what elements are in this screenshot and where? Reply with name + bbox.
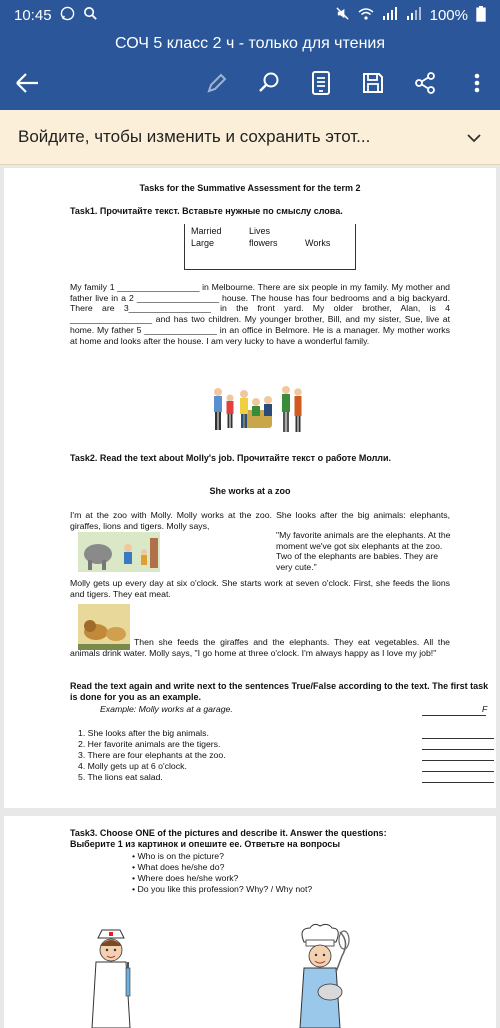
family-illustration bbox=[208, 380, 306, 445]
tf-item-3: 3. There are four elephants at the zoo. bbox=[78, 750, 226, 760]
task2-title: Task2. Read the text about Molly's job. Прочитайте текст о работе Молли. bbox=[70, 453, 392, 463]
task2-quote: "My favorite animals are the elephants. At the moment we've got six elephants at the zoo. Two of the elephants are babies. They are very cute." bbox=[276, 530, 451, 573]
chevron-down-icon[interactable] bbox=[466, 127, 482, 148]
document-title: СОЧ 5 класс 2 ч - только для чтения bbox=[0, 30, 500, 58]
reading-view-button[interactable] bbox=[308, 68, 334, 98]
clock: 10:45 bbox=[14, 6, 52, 24]
question-3: • Where does he/she work? bbox=[132, 873, 312, 884]
task2-paragraph-3-text: Then she feeds the giraffes and the elephants. They eat vegetables. All the animals drink water. Molly says, "I go home at three o'clock. I'm always happy as I love my job!" bbox=[70, 637, 450, 658]
battery-icon bbox=[476, 6, 486, 25]
answer-line-5[interactable] bbox=[422, 782, 494, 783]
search-button[interactable] bbox=[256, 68, 282, 98]
nurse-picture bbox=[84, 928, 140, 1028]
example-answer-line bbox=[422, 715, 486, 716]
signal-icon bbox=[382, 7, 398, 23]
more-icon bbox=[472, 71, 482, 95]
doc-heading: Tasks for the Summative Assessment for the term 2 bbox=[139, 183, 361, 193]
save-button[interactable] bbox=[360, 68, 386, 98]
signal-icon-2 bbox=[406, 7, 422, 23]
whatsapp-icon bbox=[60, 6, 75, 24]
question-2: • What does he/she do? bbox=[132, 862, 312, 873]
task1-text: My family 1 _________________ in Melbourne. There are six people in my family. My mother and father live in a 2 _________________ house. The house has four bedrooms and a big backyard. There are 3_________________ in the front yard. My older brother, Alan, is 4 _________________ and has two children. My younger brother, Bill, and my sister, Sue, live at home. My father 5 _______________ in an office in Belmore. He is a manager. My mother works at home and looks after the house. I am very lucky to have a wonderful family. bbox=[70, 282, 450, 346]
tf-example: Example: Molly works at a garage. bbox=[100, 704, 233, 714]
battery-level: 100% bbox=[429, 6, 468, 24]
task2-paragraph-2: Molly gets up every day at six o'clock. She starts work at seven o'clock. First, she feeds the lions and tigers. They eat meat. bbox=[70, 578, 450, 599]
signin-banner-text: Войдите, чтобы изменить и сохранить этот... bbox=[18, 127, 371, 146]
task2-paragraph-1: I'm at the zoo with Molly. Molly works at the zoo. She looks after the big animals: elephants, giraffes, lions and tigers. Molly says, bbox=[70, 510, 450, 531]
more-button[interactable] bbox=[464, 68, 490, 98]
answer-line-3[interactable] bbox=[422, 760, 494, 761]
task1-title: Task1. Прочитайте текст. Вставьте нужные по смыслу слова. bbox=[70, 206, 343, 216]
question-4: • Do you like this profession? Why? / Why not? bbox=[132, 884, 312, 895]
toolbar bbox=[0, 58, 500, 110]
task2-subtitle: She works at a zoo bbox=[209, 486, 291, 496]
word-married: Married bbox=[191, 226, 222, 236]
reading-view-icon bbox=[310, 70, 332, 96]
back-arrow-icon bbox=[14, 68, 40, 98]
search-icon bbox=[257, 71, 281, 95]
status-bar bbox=[0, 0, 500, 30]
word-lives: Lives bbox=[249, 226, 271, 236]
example-answer: F bbox=[482, 704, 488, 714]
save-icon bbox=[361, 71, 385, 95]
chef-picture bbox=[290, 922, 352, 1028]
task3-title: Task3. Choose ONE of the pictures and describe it. Answer the questions: bbox=[70, 828, 387, 838]
tf-item-2: 2. Her favorite animals are the tigers. bbox=[78, 739, 221, 749]
answer-line-1[interactable] bbox=[422, 738, 494, 739]
answer-line-2[interactable] bbox=[422, 749, 494, 750]
signin-banner[interactable] bbox=[0, 110, 500, 165]
task2-paragraph-3 bbox=[70, 637, 450, 658]
document-page-2 bbox=[4, 816, 496, 1028]
task3-questions bbox=[132, 851, 312, 895]
wifi-icon bbox=[358, 7, 374, 24]
tf-instructions: Read the text again and write next to the sentences True/False according to the text. The first task is done for you as an example. bbox=[70, 681, 489, 702]
share-button[interactable] bbox=[412, 68, 438, 98]
answer-line-4[interactable] bbox=[422, 771, 494, 772]
word-works: Works bbox=[305, 238, 331, 248]
tf-item-5: 5. The lions eat salad. bbox=[78, 772, 163, 782]
task3-subtitle: Выберите 1 из картинок и опешите ее. Ответьте на вопросы bbox=[70, 839, 341, 849]
tf-item-1: 1. She looks after the big animals. bbox=[78, 728, 209, 738]
word-large: Large bbox=[191, 238, 215, 248]
edit-button[interactable] bbox=[204, 68, 230, 98]
document-page-1 bbox=[4, 168, 496, 808]
word-box bbox=[184, 224, 356, 270]
tf-item-4: 4. Molly gets up at 6 o'clock. bbox=[78, 761, 187, 771]
zoo-picture-1 bbox=[78, 532, 160, 575]
word-flowers: flowers bbox=[249, 238, 278, 248]
search-status-icon bbox=[83, 6, 98, 24]
mute-icon bbox=[335, 6, 350, 24]
question-1: • Who is on the picture? bbox=[132, 851, 312, 862]
share-icon bbox=[413, 71, 437, 95]
pen-icon bbox=[205, 71, 229, 95]
back-button[interactable] bbox=[14, 68, 40, 104]
